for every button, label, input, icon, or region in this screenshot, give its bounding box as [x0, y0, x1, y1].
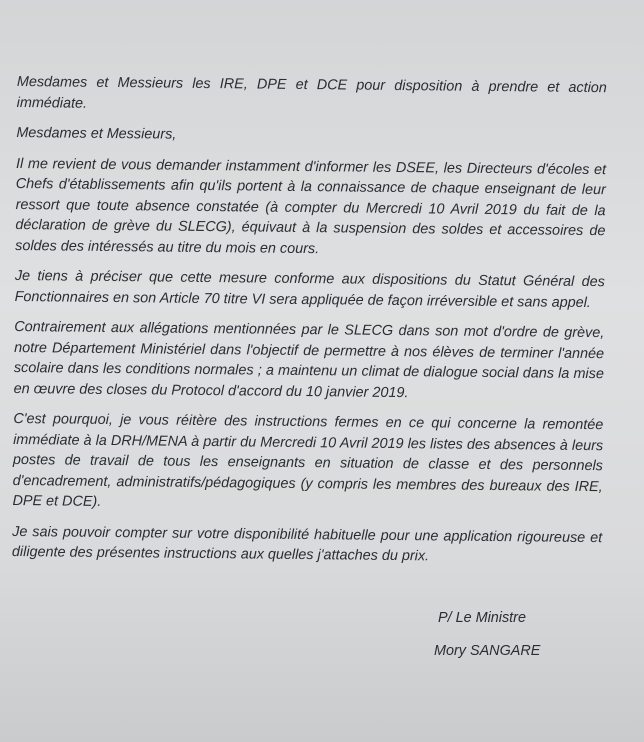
- letter-paragraph-3: Contrairement aux allégations mentionnées par le SLECG dans son mot d'ordre de grève, notre Département Ministériel dans l'objectif de permettre à nos élèves de terminer l'année scolaire dans les conditions normales ; a maintenu un climat de dialogue social dans la mise en œuvre des closes du Protocol d'accord du 10 janvier 2019.: [13, 318, 605, 401]
- letter-paragraph-5: Je sais pouvoir compter sur votre disponibilité habituelle pour une application rigoureuse et diligente des présentes instructions aux quelles j'attaches du prix.: [11, 523, 603, 565]
- letter-body: [12, 72, 607, 579]
- letter-paragraph-4: C'est pourquoi, je vous réitère des instructions fermes en ce qui concerne la remontée immédiate à la DRH/MENA à partir du Mercredi 10 Avril 2019 les listes des absences à leurs postes de travail de tous les enseignants en situation de classe et des personnels d'encadrement, administratifs/pédagogiques (y compris les membres des bureaux des IRE, DPE et DCE).: [12, 410, 604, 510]
- letter-paragraph-1: Il me revient de vous demander instamment d'informer les DSEE, les Directeurs d'écoles et Chefs d'établissements afin qu'ils portent à la connaissance de chaque enseignant de leur ressort que toute absence constatée (à compter du Mercredi 10 Avril 2019 du fait de la déclaration de grève du SLECG), équivaut à la suspension des soldes et accessoires de soldes des intéressés au titre du mois en cours.: [15, 155, 607, 257]
- letter-address: Mesdames et Messieurs les IRE, DPE et DCE pour disposition à prendre et action immédiate.: [16, 73, 607, 112]
- signature-name: Mory SANGARE: [434, 643, 541, 659]
- letter-salutation: Mesdames et Messieurs,: [16, 124, 177, 143]
- signature-title: P/ Le Ministre: [438, 610, 526, 626]
- letter-paragraph-2: Je tiens à préciser que cette mesure conforme aux dispositions du Statut Général des Fonctionnaires en son Article 70 titre VI sera appliquée de façon irréversible et sans appel.: [14, 267, 605, 311]
